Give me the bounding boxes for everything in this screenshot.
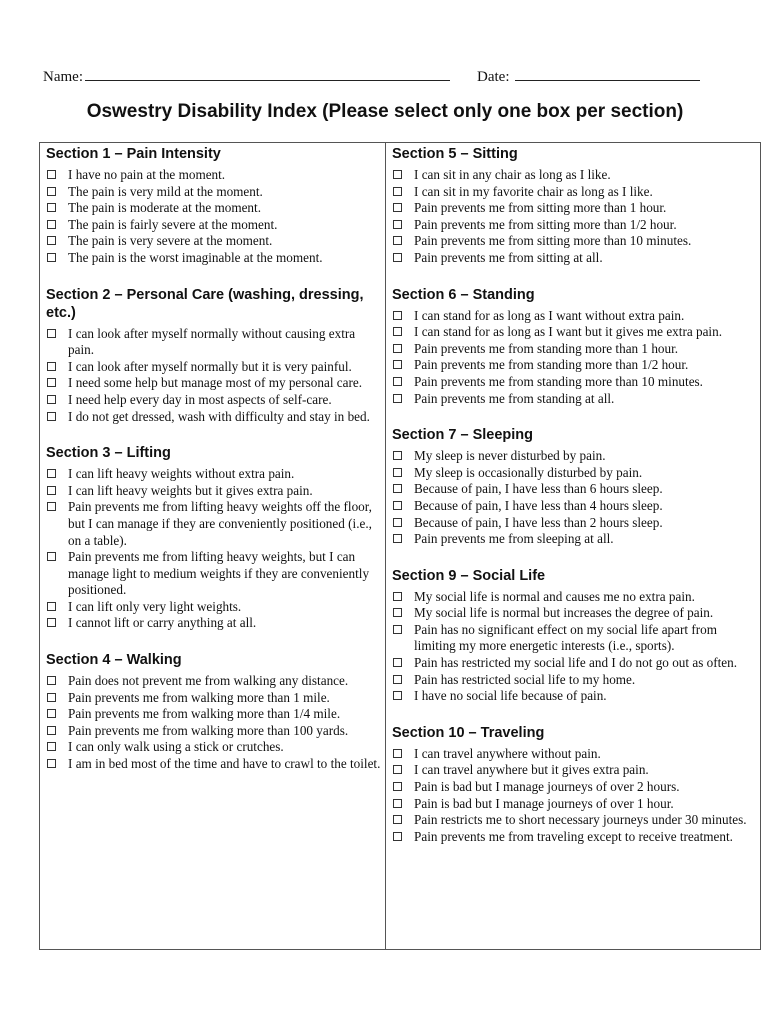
option-row[interactable] [392,233,754,250]
date-input-line[interactable] [515,66,700,81]
option-row[interactable] [46,739,381,756]
option-row[interactable] [392,341,754,358]
checkbox[interactable] [47,220,56,229]
option-label: Pain prevents me from walking more than 1 mile. [68,689,330,705]
option-row[interactable] [392,531,754,548]
option-row[interactable] [46,392,381,409]
checkbox[interactable] [393,203,402,212]
checkbox[interactable] [393,170,402,179]
section-title: Section 4 – Walking [46,652,182,669]
checkbox[interactable] [393,327,402,336]
option-row[interactable] [46,723,381,740]
option-label: Pain prevents me from standing more than 10 minutes. [414,373,703,389]
option-row[interactable] [392,655,754,672]
checkbox[interactable] [393,220,402,229]
checkbox[interactable] [47,395,56,404]
checkbox[interactable] [393,344,402,353]
option-row[interactable] [392,481,754,498]
section-title: Section 1 – Pain Intensity [46,146,221,162]
option-label: My social life is normal but increases the degree of pain. [414,605,714,621]
checkbox[interactable] [393,675,402,684]
checkbox[interactable] [47,378,56,387]
option-row[interactable] [392,324,754,341]
option-label: Pain prevents me from lifting heavy weights off the floor, but I can manage if they are conveniently positioned (i.e., on a table). [68,499,372,548]
option-label: I can lift heavy weights without extra pain. [68,466,295,482]
option-row[interactable] [46,326,381,359]
section [46,444,381,632]
option-row[interactable] [392,250,754,267]
option-row[interactable] [46,690,381,707]
option-label: I can look after myself normally without causing extra pain. [68,325,356,358]
checkbox[interactable] [393,484,402,493]
checkbox[interactable] [393,501,402,510]
option-label: Pain prevents me from sleeping at all. [414,531,614,547]
option-label: I am in bed most of the time and have to crawl to the toilet. [68,756,381,772]
checkbox[interactable] [47,552,56,561]
section-title: Section 7 – Sleeping [392,427,534,444]
option-row[interactable] [46,217,381,234]
column-divider [385,142,386,950]
option-row[interactable] [392,167,754,184]
option-row[interactable] [46,549,381,599]
checkbox[interactable] [393,360,402,369]
checkbox[interactable] [393,608,402,617]
option-label: Pain does not prevent me from walking any distance. [68,673,349,689]
checkbox[interactable] [393,236,402,245]
option-row[interactable] [392,217,754,234]
section [46,651,381,773]
name-label: Name: [43,69,83,85]
option-label: I have no pain at the moment. [68,167,226,182]
option-row[interactable] [392,200,754,217]
page-title: Oswestry Disability Index (Please select only one box per section) [86,101,684,122]
date-label: Date: [477,69,510,85]
option-row[interactable] [46,375,381,392]
section-title: Section 2 – Personal Care (washing, dressing, etc.) [46,286,364,321]
checkbox[interactable] [393,749,402,758]
option-row[interactable] [46,167,381,184]
option-label: I can sit in any chair as long as I like. [414,167,611,182]
option-row[interactable] [392,672,754,689]
section [46,145,381,267]
option-row[interactable] [46,250,381,267]
option-row[interactable] [392,779,754,796]
option-label: I have no social life because of pain. [414,688,607,704]
option-label: Pain prevents me from sitting more than 10 minutes. [414,233,692,249]
option-label: Pain prevents me from walking more than 100 yards. [68,722,349,738]
option-row[interactable] [46,706,381,723]
section [46,286,381,426]
checkbox[interactable] [393,691,402,700]
checkbox[interactable] [393,187,402,196]
checkbox[interactable] [47,726,56,735]
right-column [392,145,754,864]
option-row[interactable] [46,599,381,616]
option-label: Pain prevents me from traveling except to receive treatment. [414,828,733,844]
option-label: I can travel anywhere but it gives extra pain. [414,762,649,778]
option-label: I cannot lift or carry anything at all. [68,615,257,631]
checkbox[interactable] [393,799,402,808]
checkbox[interactable] [47,618,56,627]
option-row[interactable] [46,184,381,201]
option-label: The pain is very mild at the moment. [68,183,263,199]
option-label: I can stand for as long as I want but it gives me extra pain. [414,324,722,340]
option-row[interactable] [392,746,754,763]
option-label: Pain prevents me from sitting at all. [414,249,603,265]
section-title: Section 5 – Sitting [392,146,518,162]
checkbox[interactable] [47,742,56,751]
section [392,426,754,548]
option-row[interactable] [392,605,754,622]
option-row[interactable] [46,673,381,690]
option-label: The pain is very severe at the moment. [68,233,273,249]
name-field[interactable] [43,66,450,86]
option-label: I can look after myself normally but it is very painful. [68,358,352,374]
section [392,724,754,846]
checkbox[interactable] [47,693,56,702]
checkbox[interactable] [393,253,402,262]
option-label: Because of pain, I have less than 6 hours sleep. [414,481,663,497]
section [392,286,754,408]
option-label: I can travel anywhere without pain. [414,745,601,761]
option-label: I can lift only very light weights. [68,598,242,614]
option-label: Pain prevents me from standing more than 1 hour. [414,340,679,356]
option-label: Pain is bad but I manage journeys of over 2 hours. [414,779,680,795]
checkbox[interactable] [47,486,56,495]
option-row[interactable] [392,374,754,391]
option-label: The pain is moderate at the moment. [68,200,261,216]
option-row[interactable] [46,483,381,500]
option-label: I need some help but manage most of my personal care. [68,375,363,391]
option-label: Pain has restricted social life to my home. [414,671,636,687]
option-label: Pain is bad but I manage journeys of over 1 hour. [414,795,674,811]
option-row[interactable] [392,688,754,705]
option-row[interactable] [392,829,754,846]
option-label: My sleep is occasionally disturbed by pain. [414,464,643,480]
name-input-line[interactable] [85,66,450,81]
checkbox[interactable] [47,329,56,338]
section-title: Section 10 – Traveling [392,724,545,741]
option-label: Pain has no significant effect on my social life apart from limiting my more energetic interests (i.e., sports). [414,621,717,654]
option-label: I can sit in my favorite chair as long as I like. [414,183,653,199]
option-row[interactable] [46,409,381,426]
option-label: Pain prevents me from sitting more than 1 hour. [414,200,667,216]
option-label: Pain restricts me to short necessary journeys under 30 minutes. [414,812,747,828]
checkbox[interactable] [47,602,56,611]
option-label: Pain has restricted my social life and I do not go out as often. [414,655,738,671]
option-row[interactable] [392,622,754,655]
option-row[interactable] [392,308,754,325]
checkbox[interactable] [47,253,56,262]
section-title: Section 6 – Standing [392,286,535,303]
checkbox[interactable] [47,236,56,245]
option-label: I can stand for as long as I want without extra pain. [414,307,685,323]
option-row[interactable] [46,200,381,217]
checkbox[interactable] [393,377,402,386]
option-row[interactable] [392,515,754,532]
option-label: The pain is fairly severe at the moment. [68,216,278,232]
option-label: My social life is normal and causes me no extra pain. [414,588,695,604]
checkbox[interactable] [47,676,56,685]
checkbox[interactable] [393,658,402,667]
option-row[interactable] [392,391,754,408]
option-row[interactable] [392,465,754,482]
checkbox[interactable] [393,832,402,841]
checkbox[interactable] [47,709,56,718]
option-label: Pain prevents me from lifting heavy weights, but I can manage light to medium weights if they are conveniently positioned. [68,549,370,598]
option-row[interactable] [46,499,381,549]
checkbox[interactable] [393,468,402,477]
section [392,567,754,705]
option-label: Because of pain, I have less than 4 hours sleep. [414,497,663,513]
checkbox[interactable] [393,394,402,403]
option-row[interactable] [46,233,381,250]
option-row[interactable] [392,812,754,829]
checkbox[interactable] [393,625,402,634]
option-label: I can only walk using a stick or crutches. [68,739,284,755]
checkbox[interactable] [393,765,402,774]
section [392,145,754,267]
option-row[interactable] [46,756,381,773]
checkbox[interactable] [393,451,402,460]
option-row[interactable] [392,498,754,515]
option-label: I do not get dressed, wash with difficulty and stay in bed. [68,408,370,424]
option-row[interactable] [46,466,381,483]
section-title: Section 3 – Lifting [46,445,171,462]
checkbox[interactable] [393,311,402,320]
section-title: Section 9 – Social Life [392,567,546,584]
option-label: Because of pain, I have less than 2 hours sleep. [414,514,663,530]
option-row[interactable] [392,589,754,606]
option-label: Pain prevents me from walking more than 1/4 mile. [68,706,341,722]
checkbox[interactable] [393,782,402,791]
option-row[interactable] [392,357,754,374]
option-row[interactable] [392,448,754,465]
checkbox[interactable] [393,592,402,601]
option-label: My sleep is never disturbed by pain. [414,448,606,464]
option-row[interactable] [46,615,381,632]
option-row[interactable] [392,762,754,779]
option-label: The pain is the worst imaginable at the moment. [68,249,323,265]
checkbox[interactable] [47,203,56,212]
left-column [46,145,381,792]
option-label: Pain prevents me from standing more than 1/2 hour. [414,357,689,373]
option-label: Pain prevents me from standing at all. [414,390,615,406]
option-label: I need help every day in most aspects of self-care. [68,391,332,407]
checkbox[interactable] [47,187,56,196]
option-row[interactable] [392,796,754,813]
option-label: I can lift heavy weights but it gives extra pain. [68,482,313,498]
date-field[interactable] [477,66,700,86]
option-row[interactable] [392,184,754,201]
checkbox[interactable] [47,362,56,371]
checkbox[interactable] [393,815,402,824]
checkbox[interactable] [47,469,56,478]
option-label: Pain prevents me from sitting more than 1/2 hour. [414,216,677,232]
checkbox[interactable] [47,759,56,768]
checkbox[interactable] [393,534,402,543]
checkbox[interactable] [47,170,56,179]
option-row[interactable] [46,359,381,376]
checkbox[interactable] [393,518,402,527]
checkbox[interactable] [47,412,56,421]
checkbox[interactable] [47,502,56,511]
